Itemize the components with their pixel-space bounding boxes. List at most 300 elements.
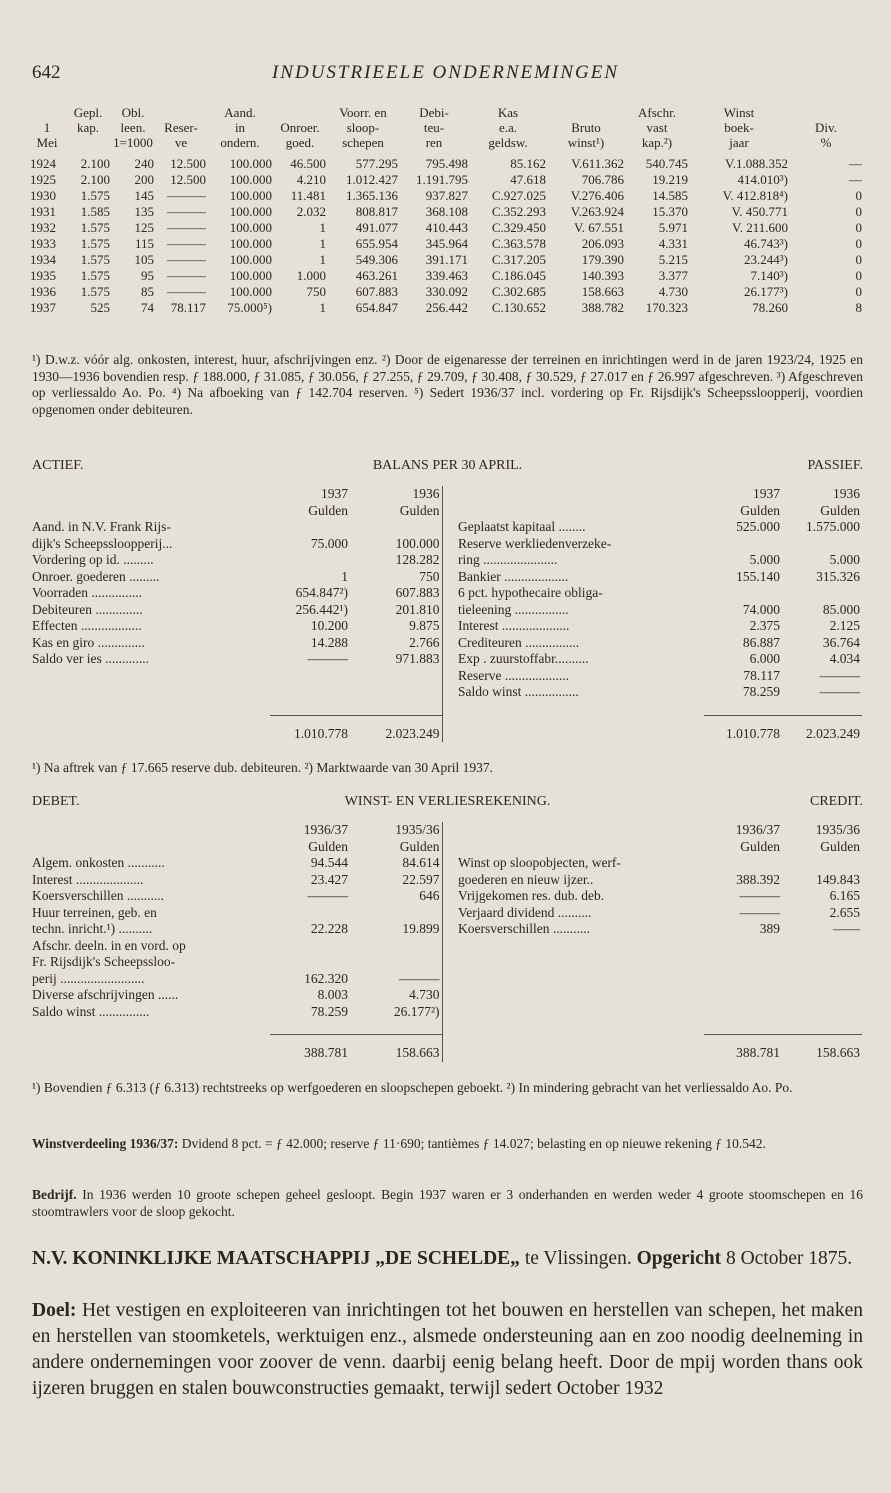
divider [442, 1035, 458, 1062]
stats-row [30, 204, 864, 220]
ledger-value-a [704, 585, 782, 602]
stats-header-cell: 1=1000 [113, 135, 153, 150]
stats-cell: 2.032 [296, 204, 326, 219]
spacer [782, 954, 862, 971]
stats-header-cell: geldsw. [488, 135, 528, 150]
ledger-value-a: 22.228 [310, 921, 348, 936]
stats-cell: 0 [855, 188, 862, 203]
stats-header-cell [30, 105, 66, 120]
ledger-label: Voorraden ............... [32, 585, 142, 600]
spacer [32, 715, 270, 742]
winstverdeeling-label: Winstverdeeling 1936/37: [32, 1136, 179, 1151]
stats-row [30, 284, 864, 300]
stats-cell: C.317.205 [491, 252, 546, 267]
stats-cell: 1.575 [80, 188, 110, 203]
spacer [458, 701, 704, 716]
ledger-value-a: 10.200 [310, 618, 348, 633]
ledger-value-a: ——— [307, 651, 348, 666]
stats-cell: 607.883 [355, 284, 398, 299]
stats-cell: 46.743³) [744, 236, 788, 251]
unit-a: Gulden [308, 502, 348, 518]
spacer [458, 1020, 704, 1035]
total-b: 2.023.249 [782, 715, 862, 742]
ledger-row [32, 1004, 862, 1021]
ledger-label: Fr. Rijsdijk's Scheepssloo- [32, 954, 176, 969]
ledger-label: Interest .................... [32, 871, 144, 887]
running-title: INDUSTRIEELE ONDERNEMINGEN [271, 62, 619, 83]
totals-row [32, 1035, 862, 1062]
spacer [782, 971, 862, 988]
stats-cell: V. 450.771 [731, 204, 788, 219]
spacer [704, 1004, 782, 1021]
stats-year: 1935 [30, 268, 56, 283]
spacer [458, 971, 704, 988]
stats-cell: 74 [141, 300, 154, 315]
stats-cell: C.186.045 [491, 268, 546, 283]
stats-year: 1932 [30, 220, 56, 235]
divider [442, 855, 458, 872]
ledger-label: Reserve werkliedenverzeke- [458, 535, 612, 551]
unit-b: Gulden [820, 502, 860, 518]
year-a: 1936/37 [735, 822, 780, 837]
unit-a: Gulden [740, 838, 780, 854]
total-a: 388.781 [704, 1035, 782, 1062]
stats-cell: 1.365.136 [346, 188, 398, 203]
ledger-value-b: 750 [419, 568, 440, 584]
divider [442, 954, 458, 971]
stats-header-cell: Bruto [571, 120, 601, 135]
ledger-label: Geplaatst kapitaal ........ [458, 519, 586, 534]
stats-header-cell: in [234, 120, 246, 135]
stats-header-row [30, 105, 864, 120]
stats-cell: 525 [90, 300, 110, 315]
spacer [32, 503, 270, 520]
stats-header-cell: Winst [723, 105, 755, 120]
ledger-label: techn. inricht.¹) .......... [32, 921, 153, 936]
ledger-value-a: 74.000 [742, 601, 780, 617]
stats-cell: 170.323 [645, 300, 688, 315]
stats-cell: 85.162 [510, 156, 546, 171]
stats-cell: 655.954 [355, 236, 398, 251]
total-a: 1.010.778 [270, 715, 350, 742]
stats-cell: V. 412.818⁴) [722, 188, 788, 203]
stats-cell: 414.010³) [737, 172, 788, 187]
ledger-value-b: 5.000 [829, 552, 860, 567]
ledger-label: Afschr. deeln. in en vord. op [32, 937, 186, 953]
page-number: 642 [32, 62, 61, 83]
balance-title: BALANS PER 30 APRIL. [372, 458, 523, 473]
ledger-value-b: 36.764 [822, 634, 860, 650]
ledger-value-a: 654.847²) [295, 585, 348, 600]
spacer [270, 668, 350, 685]
company-name: N.V. KONINKLIJKE MAATSCHAPPIJ „DE SCHELDE„ [32, 1248, 520, 1269]
ledger-value-a [270, 905, 350, 922]
stats-cell: 100.000 [229, 252, 272, 267]
ledger-label: Koersverschillen ........... [458, 921, 590, 936]
divider [442, 585, 458, 602]
stats-header-cell: Reser- [164, 120, 198, 135]
stats-header-cell: Afschr. [638, 105, 676, 120]
ledger-row [32, 635, 862, 652]
spacer [704, 954, 782, 971]
ledger-value-a: 94.544 [310, 855, 348, 870]
company-heading [32, 1246, 863, 1272]
stats-cell: 100.000 [229, 188, 272, 203]
ledger-row [32, 651, 862, 668]
company-place: te Vlissingen. [519, 1248, 632, 1269]
divider [442, 635, 458, 652]
stats-cell: V. 211.600 [732, 220, 788, 235]
year-b: 1936 [412, 486, 440, 501]
divider [442, 1020, 458, 1035]
spacer [270, 684, 350, 701]
stats-cell: 1.575 [80, 236, 110, 251]
stats-cell: 1 [319, 236, 326, 251]
ledger-row [32, 905, 862, 922]
divider [442, 872, 458, 889]
stats-cell: 78.260 [752, 300, 788, 315]
ledger-value-b: 6.165 [829, 888, 860, 903]
spacer [350, 1020, 442, 1035]
stats-cell: 0 [855, 236, 862, 251]
stats-cell: 368.108 [425, 204, 468, 219]
ledger-value-a: 78.117 [743, 667, 780, 683]
ledger-value-a: 1 [341, 568, 348, 584]
ledger-label: Aand. in N.V. Frank Rijs- [32, 519, 171, 534]
stats-cell: 1.191.795 [416, 172, 468, 187]
doel-text: Het vestigen en exploiteeren van inrichtingen tot het bouwen en herstellen van schepen, het maken en herstellen van stoomketels, werktuigen enz., alsmede ondersteuning aan en zoo noodig deelneming in andere ondernemingen voor zoover de venn. daarbij eenig belang heeft. Door de mpij worden thans ook ijzeren bruggen en stalen bouwconstructies gemaakt, terwijl sedert October 1932 [32, 1300, 863, 1399]
stats-cell: 1.000 [296, 268, 326, 283]
opgericht-label: Opgericht [631, 1248, 722, 1269]
ledger-value-b [350, 905, 442, 922]
ledger-row [32, 954, 862, 971]
ledger-value-a: ——— [307, 888, 348, 903]
stats-header-cell: goed. [285, 135, 315, 150]
stats-cell: 339.463 [425, 268, 468, 283]
stats-cell: ——— [167, 268, 206, 283]
spacer [704, 987, 782, 1004]
ledger-label: Reserve ................... [458, 667, 569, 683]
ledger-value-b: 19.899 [402, 921, 440, 936]
stats-header-cell: boek- [724, 120, 754, 135]
stats-header-cell: Gepl. [73, 105, 103, 120]
ledger-value-b: 2.125 [829, 618, 860, 633]
stats-cell: 1.012.427 [346, 172, 398, 187]
stats-cell: 3.377 [658, 268, 688, 283]
stats-cell: 100.000 [229, 220, 272, 235]
stats-cell: 4.730 [658, 284, 688, 299]
stats-header-cell: kap. [76, 120, 100, 135]
stats-header-cell: teu- [423, 120, 445, 135]
ledger-value-b: 128.282 [395, 552, 440, 567]
stats-cell: 577.295 [355, 156, 398, 171]
spacer [704, 701, 782, 716]
ledger-value-b [350, 519, 442, 536]
stats-header-cell: ondern. [220, 135, 260, 150]
ledger-label: goederen en nieuw ijzer.. [458, 871, 594, 887]
stats-cell: 12.500 [170, 172, 206, 187]
spacer [704, 938, 782, 955]
ledger-value-b: 4.730 [409, 987, 440, 1002]
ledger-value-a: 14.288 [310, 634, 348, 650]
divider [442, 921, 458, 938]
ledger-value-a: 155.140 [736, 568, 780, 584]
ledger-value-a: 389 [759, 921, 780, 936]
totals-row [32, 715, 862, 742]
divider [442, 602, 458, 619]
ledger-label: perij ......................... [32, 970, 145, 986]
ledger-value-a: 75.000 [310, 535, 348, 551]
stats-header-cell: Onroer. [280, 120, 320, 135]
stats-cell: 75.000⁵) [227, 300, 272, 315]
pl-title: WINST- EN VERLIESREKENING. [344, 794, 551, 809]
ledger-label: Exp . zuurstoffabr.......... [458, 651, 589, 666]
divider [442, 536, 458, 553]
doel-label: Doel: [32, 1300, 77, 1321]
stats-cell: 100.000 [229, 204, 272, 219]
bedrijf [32, 1186, 863, 1220]
spacer [32, 668, 270, 685]
ledger-row [32, 938, 862, 955]
divider [442, 618, 458, 635]
debet-heading: DEBET. [32, 794, 80, 809]
gap-row [32, 701, 862, 716]
stats-cell: C.352.293 [491, 204, 546, 219]
divider [442, 1004, 458, 1021]
ledger-row [32, 569, 862, 586]
stats-row [30, 300, 864, 316]
stats-year: 1930 [30, 188, 56, 203]
ledger-value-b: 9.875 [409, 618, 440, 633]
stats-cell: 0 [855, 204, 862, 219]
divider [442, 839, 458, 856]
stats-cell: V.611.362 [571, 156, 624, 171]
ledger-row [32, 987, 862, 1004]
stats-row [30, 236, 864, 252]
page-header [32, 62, 859, 86]
ledger-row [32, 618, 862, 635]
stats-cell: 1.575 [80, 220, 110, 235]
stats-cell: 549.306 [355, 252, 398, 267]
unit-b: Gulden [820, 838, 860, 854]
stats-cell: 1 [319, 300, 326, 315]
stats-cell: 78.117 [170, 300, 206, 315]
ledger-label: Saldo winst ............... [32, 1003, 150, 1019]
column-year-row [32, 822, 862, 839]
ledger-label: Winst op sloopobjecten, werf- [458, 855, 621, 870]
bedrijf-label: Bedrijf. [32, 1187, 77, 1202]
ledger-label: Interest .................... [458, 618, 570, 633]
stats-year: 1931 [30, 204, 56, 219]
spacer [704, 1020, 782, 1035]
divider [442, 905, 458, 922]
stats-cell: 463.261 [355, 268, 398, 283]
spacer [458, 938, 704, 955]
stats-cell: 100.000 [229, 284, 272, 299]
spacer [270, 1020, 350, 1035]
stats-cell: 937.827 [425, 188, 468, 203]
stats-cell: 140.393 [581, 268, 624, 283]
column-year-row [32, 486, 862, 503]
stats-cell: ——— [167, 188, 206, 203]
stats-table [30, 105, 864, 316]
stats-cell: 0 [855, 268, 862, 283]
ledger-label: Onroer. goederen ......... [32, 568, 160, 584]
spacer [270, 701, 350, 716]
stats-header-cell: Debi- [419, 105, 449, 120]
stats-cell: 115 [134, 236, 154, 251]
year-b: 1936 [833, 486, 860, 501]
stats-row [30, 220, 864, 236]
ledger-value-a: 23.427 [310, 871, 348, 887]
stats-cell: 14.585 [652, 188, 688, 203]
ledger-label: Huur terreinen, geb. en [32, 904, 157, 920]
balance-footnote: ¹) Na aftrek van ƒ 17.665 reserve dub. debiteuren. ²) Marktwaarde van 30 April 1937. [32, 760, 493, 775]
pl-heading [32, 794, 863, 812]
stats-cell: 105 [134, 252, 154, 267]
spacer [782, 987, 862, 1004]
divider [442, 552, 458, 569]
ledger-row [32, 552, 862, 569]
stats-cell: 654.847 [355, 300, 398, 315]
ledger-row [32, 602, 862, 619]
stats-cell: C.363.578 [491, 236, 546, 251]
ledger-label: Vrijgekomen res. dub. deb. [458, 888, 605, 903]
divider [442, 987, 458, 1004]
stats-row [30, 252, 864, 268]
stats-cell: 330.092 [425, 284, 468, 299]
stats-header-cell: ren [425, 135, 443, 150]
stats-cell: 100.000 [229, 172, 272, 187]
ledger-value-a: 388.392 [736, 871, 780, 887]
stats-cell: 2.100 [80, 172, 110, 187]
spacer [782, 701, 862, 716]
stats-header-cell [274, 105, 328, 120]
unit-b: Gulden [399, 838, 440, 854]
stats-cell: 795.498 [425, 156, 468, 171]
column-unit-row [32, 503, 862, 520]
ledger-label: Effecten .................. [32, 618, 142, 633]
winstverdeeling-text: Dvidend 8 pct. = ƒ 42.000; reserve ƒ 11·690; tantièmes ƒ 14.027; belasting en op nieuwe rekening ƒ 10.542. [178, 1136, 766, 1151]
stats-row [30, 172, 864, 188]
ledger-value-a: ——— [739, 888, 780, 903]
ledger-label: ring ...................... [458, 552, 558, 567]
ledger-label: Debiteuren .............. [32, 601, 143, 617]
stats-header-cell: Kas [497, 105, 519, 120]
ledger-row [32, 668, 862, 685]
ledger-label: Verjaard dividend .......... [458, 904, 592, 920]
stats-cell: 100.000 [229, 268, 272, 283]
stats-year: 1934 [30, 252, 56, 267]
total-a: 388.781 [270, 1035, 350, 1062]
ledger-row [32, 921, 862, 938]
stats-cell: ——— [167, 236, 206, 251]
spacer [458, 1035, 704, 1062]
total-b: 158.663 [350, 1035, 442, 1062]
total-b: 2.023.249 [350, 715, 442, 742]
stats-cell: ——— [167, 204, 206, 219]
spacer [32, 701, 270, 716]
stats-cell: V.276.406 [570, 188, 624, 203]
ledger-value-a: 5.000 [749, 552, 780, 567]
pl-table [32, 822, 862, 1062]
stats-cell: 19.219 [652, 172, 688, 187]
credit-heading: CREDIT. [809, 794, 863, 809]
ledger-value-a: 78.259 [742, 684, 780, 699]
stats-cell: 808.817 [355, 204, 398, 219]
stats-cell: 0 [855, 252, 862, 267]
stats-cell: — [849, 156, 862, 171]
ledger-value-a: 256.442¹) [295, 601, 348, 617]
stats-cell: 135 [134, 204, 154, 219]
opgericht-date: 8 October 1875. [721, 1248, 853, 1269]
stats-cell: C.302.685 [491, 284, 546, 299]
stats-cell: 179.390 [581, 252, 624, 267]
divider [442, 668, 458, 685]
spacer [458, 954, 704, 971]
ledger-value-b: 26.177²) [393, 1003, 440, 1019]
stats-header-cell: Div. [815, 120, 837, 135]
stats-row [30, 268, 864, 284]
ledger-label: dijk's Scheepssloopperij... [32, 535, 173, 551]
actief-heading: ACTIEF. [32, 458, 84, 473]
stats-cell: 15.370 [652, 204, 688, 219]
ledger-value-b: ——— [399, 970, 440, 986]
stats-cell: 1 [319, 252, 326, 267]
ledger-value-b [350, 954, 442, 971]
stats-cell: 158.663 [581, 284, 624, 299]
spacer [458, 503, 704, 520]
spacer [458, 987, 704, 1004]
stats-header-cell: % [820, 135, 832, 150]
ledger-value-a [270, 954, 350, 971]
spacer [32, 1020, 270, 1035]
stats-header-cell: Mei [36, 135, 58, 150]
stats-cell: 540.745 [645, 156, 688, 171]
year-b: 1935/36 [395, 822, 440, 837]
stats-cell: 8 [855, 300, 862, 315]
spacer [350, 668, 442, 685]
divider [442, 503, 458, 520]
stats-header-cell: jaar [729, 135, 749, 150]
ledger-value-b: 4.034 [829, 651, 860, 666]
divider [442, 971, 458, 988]
ledger-value-b [782, 585, 862, 602]
ledger-value-b [782, 536, 862, 553]
passief-heading: PASSIEF. [807, 458, 863, 473]
ledger-value-b: 201.810 [395, 601, 440, 617]
stats-row [30, 188, 864, 204]
stats-cell: 100.000 [229, 156, 272, 171]
ledger-value-a [270, 519, 350, 536]
ledger-value-b: ——— [819, 684, 860, 699]
spacer [782, 938, 862, 955]
ledger-label: Crediteuren ................ [458, 634, 580, 650]
stats-header-cell [66, 135, 112, 150]
stats-cell: 1.575 [80, 268, 110, 283]
year-a: 1936/37 [303, 822, 348, 837]
stats-cell: 240 [134, 156, 154, 171]
stats-cell: 125 [134, 220, 154, 235]
stats-cell: 1.585 [80, 204, 110, 219]
divider [442, 715, 458, 742]
unit-a: Gulden [740, 502, 780, 518]
spacer [458, 839, 704, 856]
stats-cell: 1.575 [80, 284, 110, 299]
stats-cell: 0 [855, 284, 862, 299]
ledger-label: Algem. onkosten ........... [32, 855, 165, 870]
stats-header-cell: leen. [120, 120, 146, 135]
